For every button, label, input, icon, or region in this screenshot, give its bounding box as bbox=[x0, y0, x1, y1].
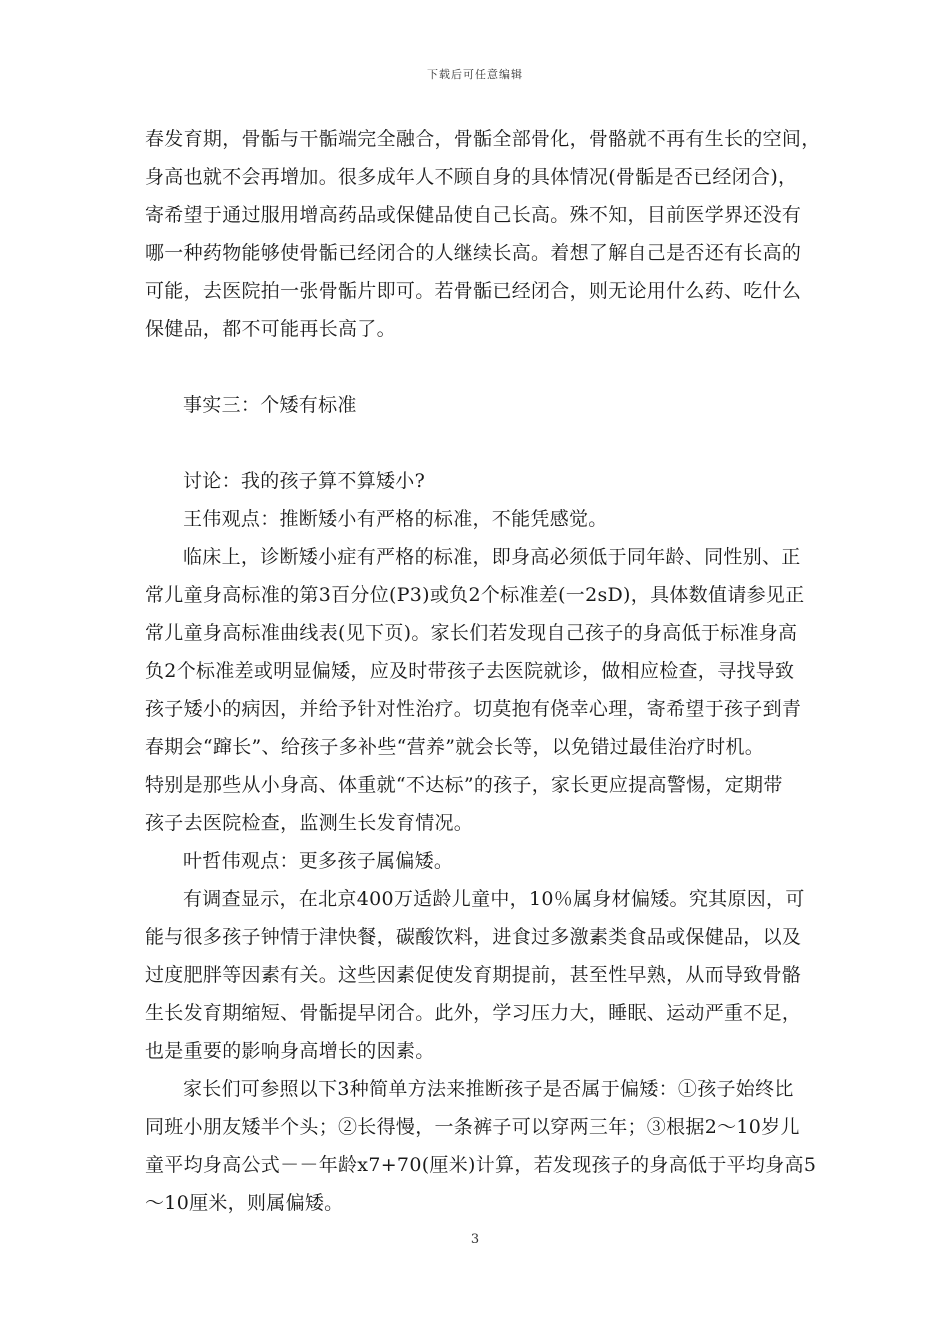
viewpoint-text: 王伟观点：推断矮小有严格的标准，不能凭感觉。 bbox=[183, 508, 608, 530]
heading-text: 事实三：个矮有标准 bbox=[183, 394, 357, 416]
text-line: 孩子矮小的病因，并给予针对性治疗。切莫抱有侥幸心理，寄希望于孩子到青 bbox=[145, 698, 802, 720]
paragraph-methods bbox=[145, 1070, 817, 1222]
page-header: 下载后可任意编辑 bbox=[427, 68, 523, 81]
text-line: 负2个标准差或明显偏矮，应及时带孩子去医院就诊，做相应检查，寻找导致 bbox=[145, 660, 795, 682]
text-line: 春期会“蹿长”、给孩子多补些“营养”就会长等，以免错过最佳治疗时机。 bbox=[145, 736, 765, 758]
text-line: 常儿童身高标准的第3百分位(P3)或负2个标准差(一2sD)，具体数值请参见正 bbox=[145, 584, 805, 606]
paragraph-clinical-standard bbox=[145, 538, 810, 842]
question-text: 讨论：我的孩子算不算矮小? bbox=[183, 470, 426, 492]
ye-viewpoint bbox=[145, 842, 810, 880]
text-line: ～10厘米，则属偏矮。 bbox=[145, 1192, 344, 1214]
wang-viewpoint bbox=[145, 500, 810, 538]
text-line: 保健品，都不可能再长高了。 bbox=[145, 318, 396, 340]
text-line: 临床上，诊断矮小症有严格的标准，即身高必须低于同年龄、同性别、正 bbox=[183, 546, 801, 568]
text-line: 童平均身高公式－－年龄x7+70(厘米)计算，若发现孩子的身高低于平均身高5 bbox=[145, 1154, 817, 1176]
text-line: 孩子去医院检查，监测生长发育情况。 bbox=[145, 812, 474, 834]
text-line: 可能，去医院拍一张骨骺片即可。若骨骺已经闭合，则无论用什么药、吃什么 bbox=[145, 280, 802, 302]
text-line: 也是重要的影响身高增长的因素。 bbox=[145, 1040, 435, 1062]
text-line: 寄希望于通过服用增高药品或保健品使自己长高。殊不知，目前医学界还没有 bbox=[145, 204, 802, 226]
text-line: 生长发育期缩短、骨骺提早闭合。此外，学习压力大，睡眠、运动严重不足， bbox=[145, 1002, 802, 1024]
text-line: 哪一种药物能够使骨骺已经闭合的人继续长高。着想了解自己是否还有长高的 bbox=[145, 242, 802, 264]
viewpoint-text: 叶哲伟观点：更多孩子属偏矮。 bbox=[183, 850, 454, 872]
document-body bbox=[145, 120, 821, 1222]
text-line: 能与很多孩子钟情于津快餐，碳酸饮料，进食过多激素类食品或保健品，以及 bbox=[145, 926, 802, 948]
text-line: 有调查显示，在北京400万适龄儿童中，10％属身材偏矮。究其原因，可 bbox=[183, 888, 805, 910]
page-number: 3 bbox=[470, 1232, 480, 1247]
text-line: 家长们可参照以下3种简单方法来推断孩子是否属于偏矮：①孩子始终比 bbox=[183, 1078, 794, 1100]
discussion-question bbox=[145, 462, 810, 500]
paragraph-survey bbox=[145, 880, 810, 1070]
text-line: 常儿童身高标准曲线表(见下页)。家长们若发现自己孩子的身高低于标准身高 bbox=[145, 622, 798, 644]
text-line: 过度肥胖等因素有关。这些因素促使发育期提前，甚至性早熟，从而导致骨骼 bbox=[145, 964, 802, 986]
section-heading bbox=[145, 386, 810, 424]
text-line: 身高也就不会再增加。很多成年人不顾自身的具体情况(骨骺是否已经闭合)， bbox=[145, 166, 798, 188]
text-line: 同班小朋友矮半个头；②长得慢，一条裤子可以穿两三年；③根据2～10岁儿 bbox=[145, 1116, 800, 1138]
text-line: 春发育期，骨骺与干骺端完全融合，骨骺全部骨化，骨骼就不再有生长的空间， bbox=[145, 128, 821, 150]
paragraph-growth-plate bbox=[145, 120, 821, 348]
text-line: 特别是那些从小身高、体重就“不达标”的孩子，家长更应提高警惕，定期带 bbox=[145, 774, 783, 796]
